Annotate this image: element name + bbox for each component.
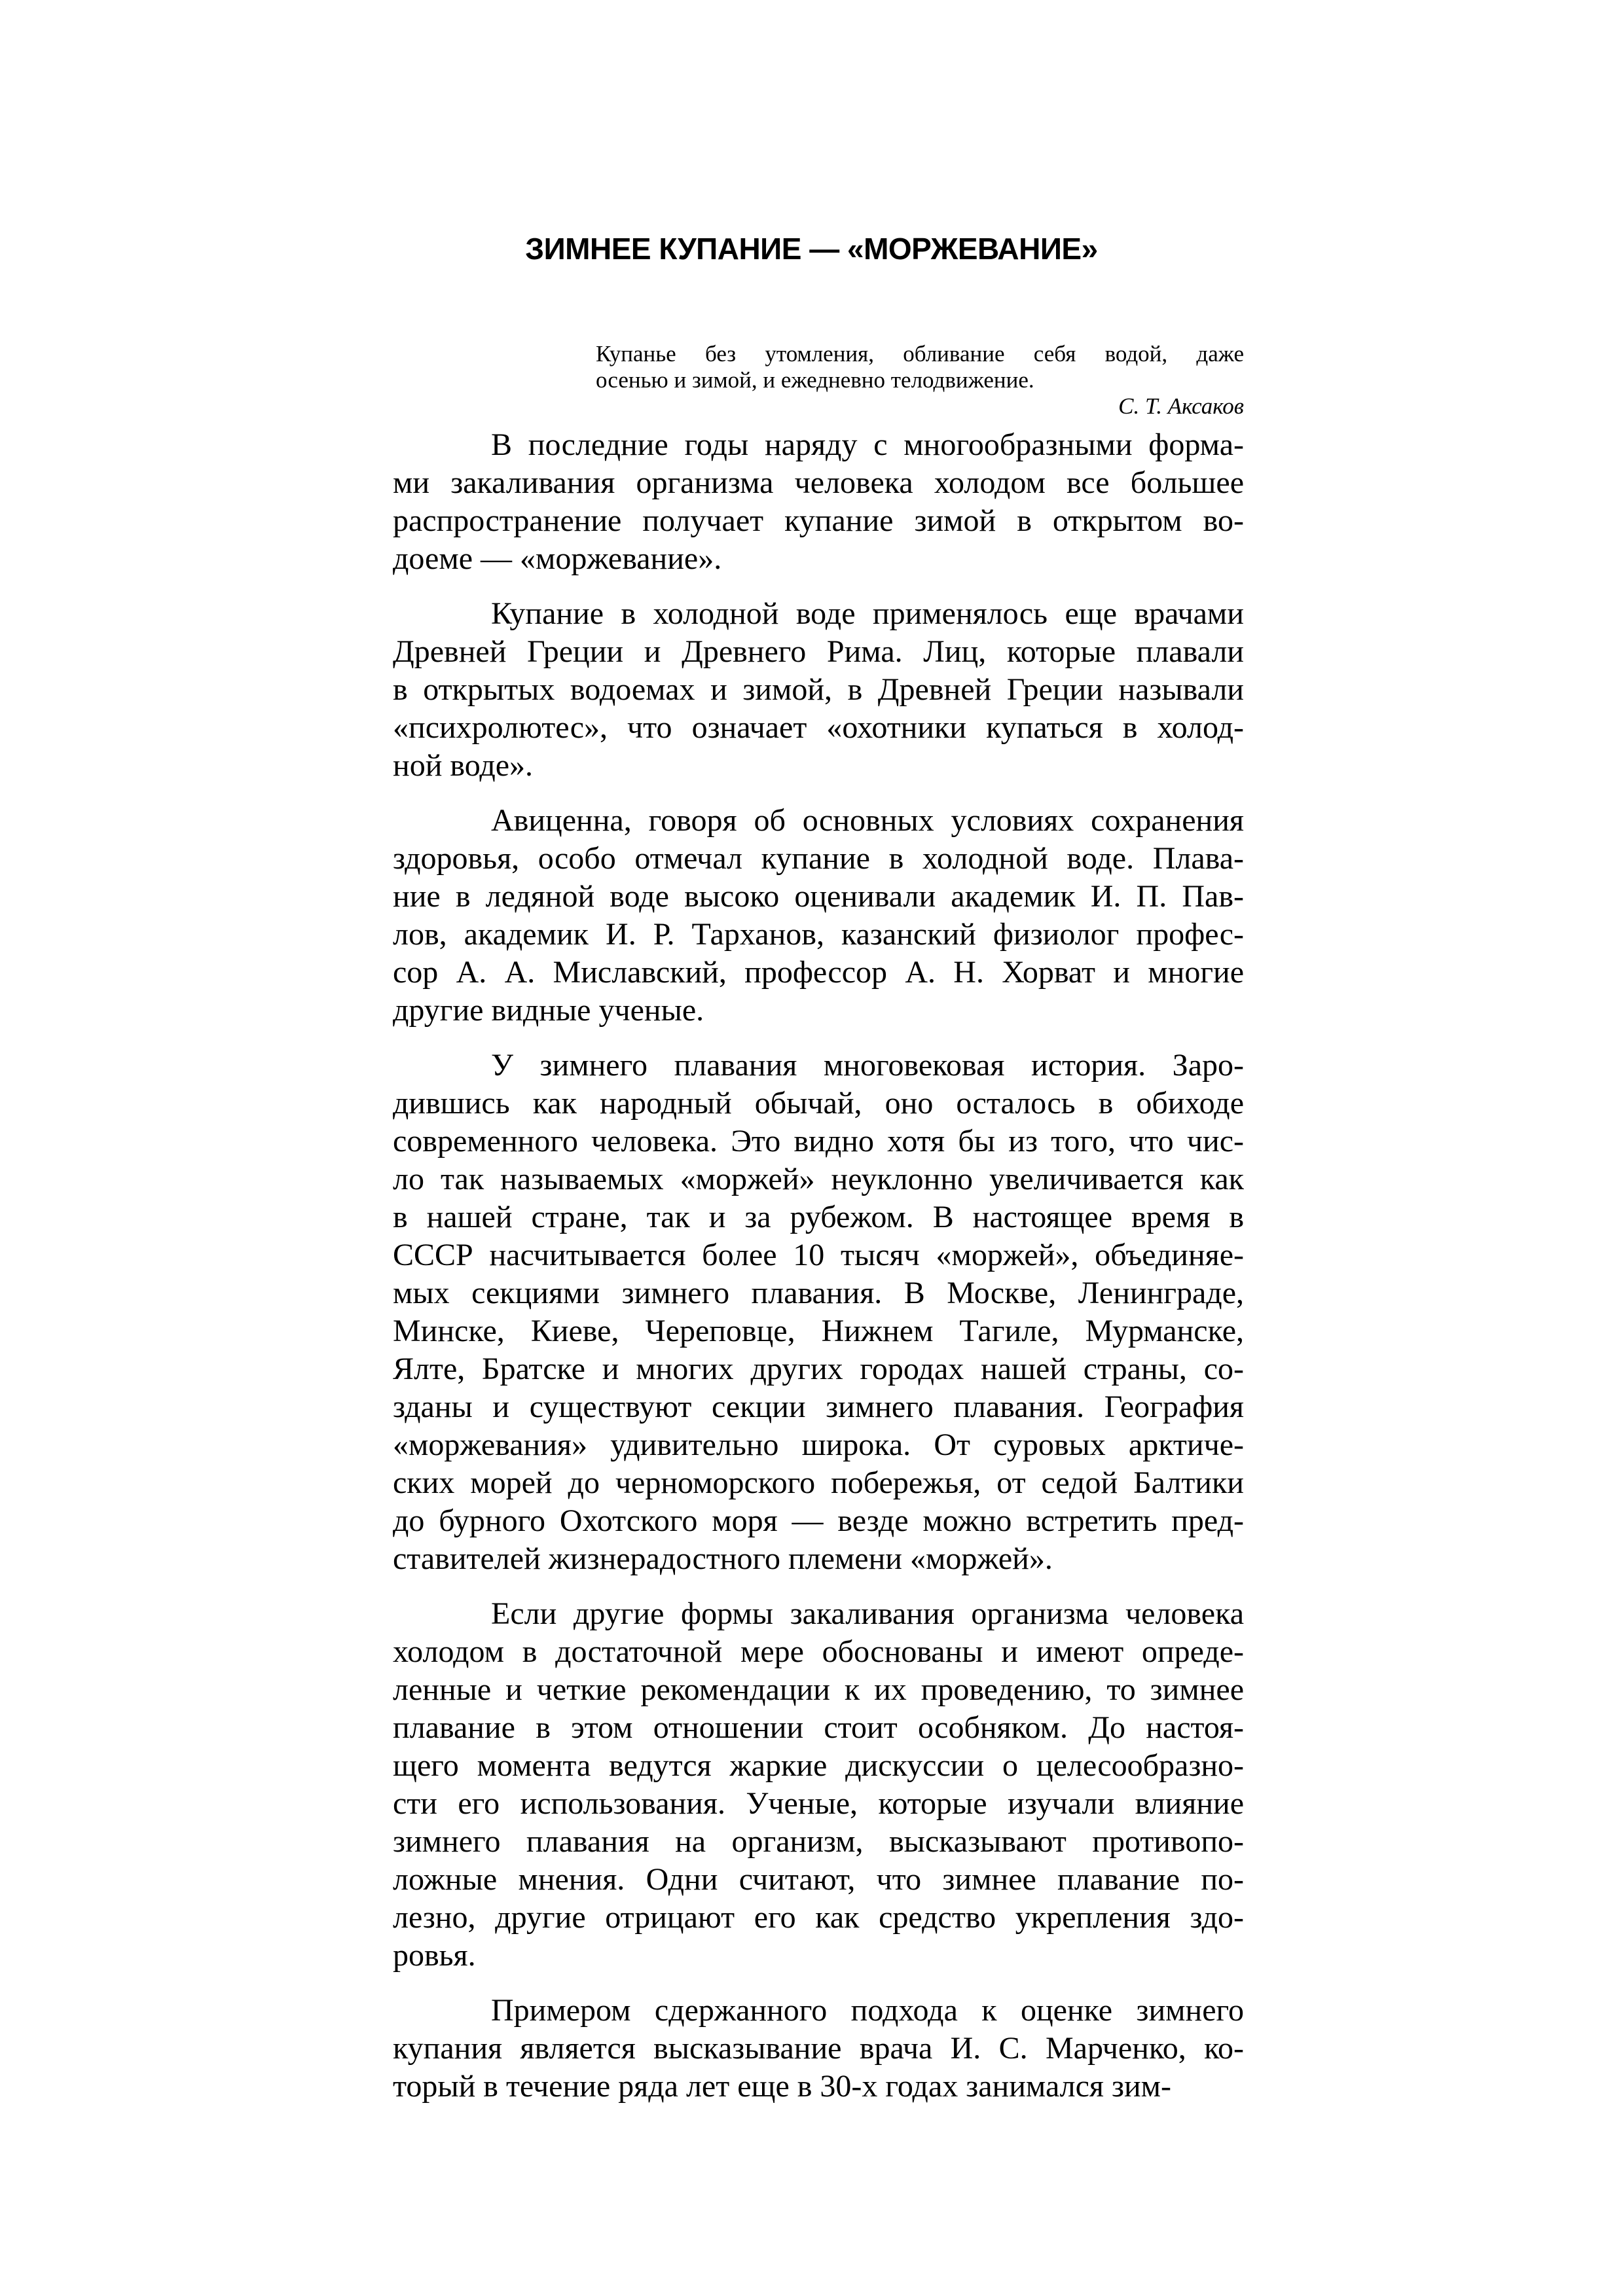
paragraph — [393, 426, 1244, 578]
paragraph — [393, 1992, 1244, 2106]
text-line: зданы и существуют секции зимнего плавания. География — [393, 1390, 1244, 1424]
text-line: Ялте, Братске и многих других городах нашей страны, со- — [393, 1352, 1244, 1386]
epigraph — [596, 341, 1244, 420]
text-line: лов, академик И. Р. Тарханов, казанский физиолог профес- — [393, 917, 1244, 952]
text-line: купания является высказывание врача И. С. Марченко, ко- — [393, 2031, 1244, 2066]
text-line: в открытых водоемах и зимой, в Древней Греции называли — [393, 672, 1244, 707]
text-line: ставителей жизнерадостного племени «моржей». — [393, 1541, 1053, 1576]
text-line: сор А. А. Миславский, профессор А. Н. Хорват и многие — [393, 955, 1244, 990]
text-line: ной воде». — [393, 748, 534, 783]
text-line: В последние годы наряду с многообразными форма- — [491, 427, 1244, 462]
text-line: лезно, другие отрицают его как средство укрепления здо- — [393, 1900, 1244, 1935]
text-line: плавание в этом отношении стоит особняком. До настоя- — [393, 1710, 1244, 1745]
text-line: доеме — «моржевание». — [393, 541, 722, 576]
text-line: Древней Греции и Древнего Рима. Лиц, которые плавали — [393, 634, 1244, 669]
chapter-title: ЗИМНЕЕ КУПАНИЕ — «МОРЖЕВАНИЕ» — [525, 232, 1098, 266]
paragraph — [393, 802, 1244, 1030]
paragraph — [393, 1595, 1244, 1975]
text-line: ских морей до черноморского побережья, от седой Балтики — [393, 1465, 1244, 1500]
text-line: сти его использования. Ученые, которые изучали влияние — [393, 1786, 1244, 1821]
text-line: ложные мнения. Одни считают, что зимнее плавание по- — [393, 1862, 1244, 1897]
paragraph — [393, 1047, 1244, 1578]
text-line: зимнего плавания на организм, высказывают противопо- — [393, 1824, 1244, 1859]
text-line: дившись как народный обычай, оно осталось в обиходе — [393, 1086, 1244, 1121]
text-line: в нашей стране, так и за рубежом. В настоящее время в — [393, 1200, 1244, 1234]
text-line: ми закаливания организма человека холодом все большее — [393, 465, 1244, 500]
text-line: Минске, Киеве, Череповце, Нижнем Тагиле, Мурманске, — [393, 1314, 1244, 1348]
text-line: ленные и четкие рекомендации к их проведению, то зимнее — [393, 1672, 1244, 1707]
text-line: ровья. — [393, 1938, 476, 1973]
text-line: У зимнего плавания многовековая история. Заро- — [491, 1048, 1244, 1083]
text-line: другие видные ученые. — [393, 993, 704, 1028]
text-line: ло так называемых «моржей» неуклонно увеличивается как — [393, 1162, 1244, 1196]
text-line: распространение получает купание зимой в открытом во- — [393, 503, 1244, 538]
epigraph-author: С. Т. Аксаков — [1118, 393, 1244, 419]
paragraph — [393, 595, 1244, 785]
epigraph-line: Купанье без утомления, обливание себя водой, даже — [596, 341, 1244, 367]
text-line: мых секциями зимнего плавания. В Москве, Ленинграде, — [393, 1276, 1244, 1310]
text-line: до бурного Охотского моря — везде можно встретить пред- — [393, 1503, 1244, 1538]
body-text — [393, 426, 1244, 2123]
text-line: холодом в достаточной мере обоснованы и имеют опреде- — [393, 1634, 1244, 1669]
text-line: Если другие формы закаливания организма человека — [491, 1596, 1244, 1631]
text-line: ние в ледяной воде высоко оценивали академик И. П. Пав- — [393, 879, 1244, 914]
text-line: Авиценна, говоря об основных условиях сохранения — [491, 803, 1244, 838]
text-line: щего момента ведутся жаркие дискуссии о целесообразно- — [393, 1748, 1244, 1783]
text-line: СССР насчитывается более 10 тысяч «моржей», объединяе- — [393, 1238, 1244, 1272]
text-line: «психролютес», что означает «охотники купаться в холод- — [393, 710, 1244, 745]
text-line: «моржевания» удивительно широка. От суровых арктиче- — [393, 1427, 1244, 1462]
text-line: Примером сдержанного подхода к оценке зимнего — [491, 1993, 1244, 2028]
text-line: торый в течение ряда лет еще в 30-х годах занимался зим- — [393, 2069, 1172, 2104]
text-line: Купание в холодной воде применялось еще врачами — [491, 596, 1244, 631]
text-line: современного человека. Это видно хотя бы из того, что чис- — [393, 1124, 1244, 1158]
epigraph-line: осенью и зимой, и ежедневно телодвижение. — [596, 367, 1034, 393]
text-line: здоровья, особо отмечал купание в холодной воде. Плава- — [393, 841, 1244, 876]
